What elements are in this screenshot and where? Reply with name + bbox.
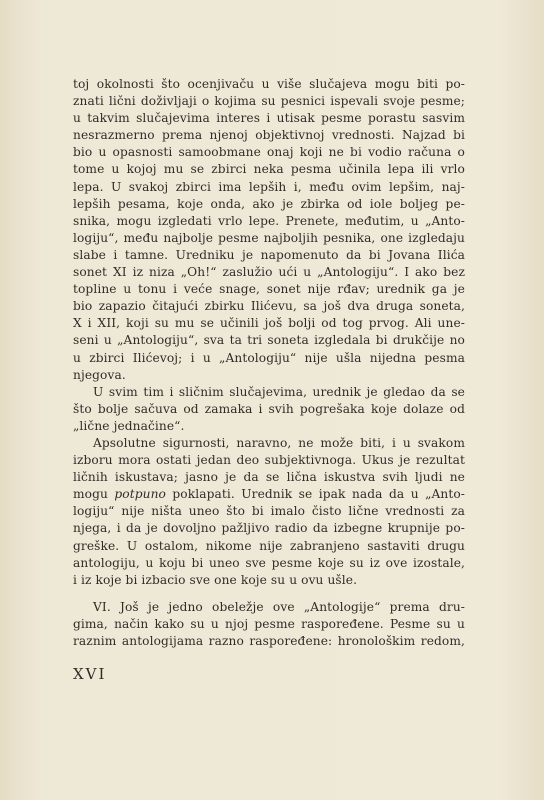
- text-line: snika, mogu izgledati vrlo lepe. Prenete, međutim, u „Anto-: [73, 213, 465, 228]
- paragraph-section-vi: [73, 599, 465, 650]
- text-line: toj okolnosti što ocenjivaču u više slučajeva mogu biti po-: [73, 77, 465, 91]
- text-line: „lične jednačine“.: [73, 418, 185, 433]
- text-line: tome u kojoj mu se zbirci neka pesma učinila lepa ili vrlo: [73, 162, 465, 177]
- paragraph-3: [73, 435, 465, 589]
- text-line: logiju“ nije ništa uneo što bi imalo čisto lične vrednosti za: [73, 504, 465, 519]
- text-line-with-italic: mogu potpuno poklapati. Urednik se ipak nada da u „Anto-: [73, 487, 466, 502]
- paragraph-2: [73, 384, 465, 435]
- text-line: sonet XI iz niza „Oh!“ zaslužio ući u „Antologiju“. I ako bez: [73, 265, 465, 280]
- text-line: X i XII, koji su mu se učinili još bolji od tog prvog. Ali une-: [73, 316, 465, 331]
- text-line: njegova.: [73, 367, 126, 382]
- text-line: lepših pesama, koje onda, ako je zbirka od iole boljeg pe-: [73, 196, 465, 211]
- italic-emphasis: potpuno: [114, 487, 166, 502]
- text-line: u takvim slučajevima interes i utisak pesme porastu sasvim: [73, 111, 465, 126]
- text-line: raznim antologijama razno raspoređene: hronološkim redom,: [73, 634, 465, 648]
- text-line: u zbirci Ilićevoj; i u „Antologiju“ nije ušla nijedna pesma: [73, 350, 465, 365]
- paragraph-1: [73, 76, 465, 384]
- text-line: i iz koje bi izbacio sve one koje su u ovu ušle.: [73, 572, 358, 587]
- text-line: topline u tonu i veće snage, sonet nije rđav; urednik ga je: [73, 282, 465, 297]
- text-line: antologiju, u koju bi uneo sve pesme koje su iz ove izostale,: [73, 555, 465, 570]
- text-line: što bolje sačuva od zamaka i svih pogrešaka koje dolaze od: [73, 401, 465, 416]
- text-line: lepa. U svakoj zbirci ima lepših i, među ovim lepšim, naj-: [73, 179, 465, 194]
- text-line: greške. U ostalom, nikome nije zabranjeno sastaviti drugu: [73, 538, 465, 553]
- section-gap: [73, 589, 465, 599]
- text-line: bio zapazio čitajući zbirku Ilićevu, sa još dva druga soneta,: [73, 299, 465, 314]
- text-line: nesrazmerno prema njenoj objektivnoj vrednosti. Najzad bi: [73, 128, 465, 143]
- body-text: [73, 76, 465, 650]
- text-line: izboru mora ostati jedan deo subjektivnoga. Ukus je rezultat: [73, 453, 465, 468]
- text-line: seni u „Antologiju“, sva ta tri soneta izgledala bi drukčije no: [73, 333, 465, 348]
- text-line: Apsolutne sigurnosti, naravno, ne može biti, i u svakom: [93, 435, 465, 450]
- text-line: gima, način kako su u njoj pesme raspoređene. Pesme su u: [73, 616, 465, 631]
- page-number: XVI: [73, 665, 107, 683]
- text-line: ličnih iskustava; jasno je da se lična iskustva svih ljudi ne: [73, 470, 465, 485]
- text-line: bio u opasnosti samoobmane onaj koji ne bi vodio računa o: [73, 145, 465, 160]
- text-line: VI. Još je jedno obeležje ove „Antologije“ prema dru-: [93, 599, 465, 614]
- text-line: logiju“, među najbolje pesme najboljih pesnika, one izgledaju: [73, 230, 465, 245]
- text-line: U svim tim i sličnim slučajevima, urednik je gledao da se: [93, 384, 465, 399]
- text-line: njega, i da je dovoljno pažljivo radio da izbegne krupnije po-: [73, 521, 465, 536]
- text-line: slabe i tamne. Uredniku je napomenuto da bi Jovana Ilića: [73, 247, 465, 262]
- text-line: znati lični doživljaji o kojima su pesnici ispevali svoje pesme;: [73, 94, 465, 109]
